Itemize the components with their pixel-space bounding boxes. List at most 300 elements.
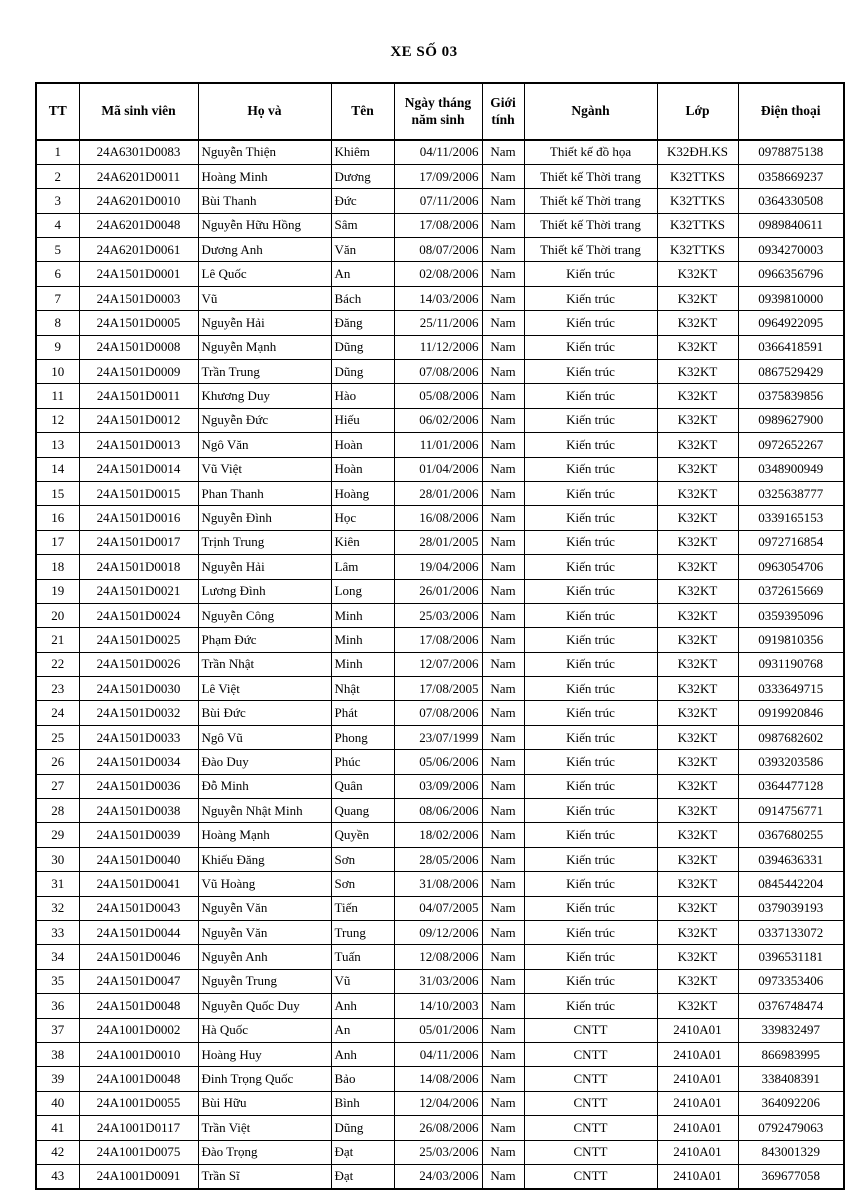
table-cell: Đinh Trọng Quốc <box>198 1067 331 1091</box>
table-cell: K32KT <box>657 555 738 579</box>
table-cell: 369677058 <box>738 1164 844 1188</box>
table-row <box>36 969 844 993</box>
table-cell: K32TTKS <box>657 164 738 188</box>
table-cell: Phạm Đức <box>198 628 331 652</box>
table-cell: An <box>331 1018 394 1042</box>
table-cell: Kiến trúc <box>524 384 657 408</box>
table-cell: 25 <box>36 725 79 749</box>
table-row <box>36 603 844 627</box>
table-cell: 17/08/2005 <box>394 677 482 701</box>
table-cell: 41 <box>36 1116 79 1140</box>
table-cell: Nam <box>482 238 524 262</box>
col-header-gender: Giới tính <box>482 83 524 140</box>
table-cell: Nam <box>482 164 524 188</box>
table-cell: 2410A01 <box>657 1042 738 1066</box>
table-cell: 0931190768 <box>738 652 844 676</box>
table-cell: 34 <box>36 945 79 969</box>
table-cell: K32KT <box>657 286 738 310</box>
table-cell: Nam <box>482 262 524 286</box>
table-cell: 8 <box>36 311 79 335</box>
table-cell: CNTT <box>524 1116 657 1140</box>
table-cell: 24A1501D0021 <box>79 579 198 603</box>
table-cell: Kiến trúc <box>524 335 657 359</box>
table-cell: 24A1501D0009 <box>79 360 198 384</box>
table-cell: K32KT <box>657 481 738 505</box>
table-cell: K32KT <box>657 311 738 335</box>
table-cell: 24A1001D0048 <box>79 1067 198 1091</box>
table-cell: K32KT <box>657 677 738 701</box>
table-cell: 2410A01 <box>657 1018 738 1042</box>
table-cell: 24A1501D0034 <box>79 750 198 774</box>
table-cell: Phúc <box>331 750 394 774</box>
table-cell: 11/01/2006 <box>394 433 482 457</box>
table-cell: 24A1501D0046 <box>79 945 198 969</box>
table-cell: K32KT <box>657 774 738 798</box>
table-cell: 16/08/2006 <box>394 506 482 530</box>
table-cell: Vũ Hoàng <box>198 872 331 896</box>
table-cell: K32TTKS <box>657 238 738 262</box>
table-cell: Trần Việt <box>198 1116 331 1140</box>
table-cell: 03/09/2006 <box>394 774 482 798</box>
table-cell: CNTT <box>524 1067 657 1091</box>
table-cell: Trịnh Trung <box>198 530 331 554</box>
table-cell: 04/07/2005 <box>394 896 482 920</box>
table-cell: Nam <box>482 1042 524 1066</box>
table-cell: Kiến trúc <box>524 628 657 652</box>
table-cell: 0394636331 <box>738 847 844 871</box>
table-cell: 0845442204 <box>738 872 844 896</box>
table-cell: 0963054706 <box>738 555 844 579</box>
table-cell: 0364330508 <box>738 189 844 213</box>
table-cell: 12/04/2006 <box>394 1091 482 1115</box>
table-cell: K32KT <box>657 335 738 359</box>
table-cell: 18/02/2006 <box>394 823 482 847</box>
table-row <box>36 579 844 603</box>
header-row <box>36 83 844 140</box>
table-cell: Tiến <box>331 896 394 920</box>
table-cell: 9 <box>36 335 79 359</box>
table-cell: 14 <box>36 457 79 481</box>
table-cell: Anh <box>331 1042 394 1066</box>
table-cell: Kiên <box>331 530 394 554</box>
table-cell: 0966356796 <box>738 262 844 286</box>
table-cell: 24A1001D0002 <box>79 1018 198 1042</box>
table-cell: 24 <box>36 701 79 725</box>
table-cell: 19 <box>36 579 79 603</box>
table-cell: Hiếu <box>331 408 394 432</box>
table-cell: 33 <box>36 921 79 945</box>
table-cell: Long <box>331 579 394 603</box>
table-cell: 24A1501D0011 <box>79 384 198 408</box>
table-cell: Nam <box>482 360 524 384</box>
table-row <box>36 652 844 676</box>
table-cell: K32KT <box>657 994 738 1018</box>
table-cell: Nam <box>482 628 524 652</box>
table-cell: Kiến trúc <box>524 579 657 603</box>
table-row <box>36 677 844 701</box>
table-cell: Dương <box>331 164 394 188</box>
table-cell: Kiến trúc <box>524 603 657 627</box>
table-cell: 38 <box>36 1042 79 1066</box>
table-cell: 28/01/2006 <box>394 481 482 505</box>
table-cell: Nguyễn Nhật Minh <box>198 799 331 823</box>
table-cell: Nam <box>482 384 524 408</box>
table-cell: 17/09/2006 <box>394 164 482 188</box>
table-cell: Kiến trúc <box>524 530 657 554</box>
table-cell: Quyền <box>331 823 394 847</box>
table-cell: Nam <box>482 1091 524 1115</box>
table-cell: 25/03/2006 <box>394 603 482 627</box>
table-cell: Lê Quốc <box>198 262 331 286</box>
table-row <box>36 164 844 188</box>
table-cell: 24A1001D0055 <box>79 1091 198 1115</box>
table-cell: Nam <box>482 603 524 627</box>
col-header-family-name: Họ và <box>198 83 331 140</box>
table-cell: Hoàn <box>331 433 394 457</box>
table-cell: K32KT <box>657 530 738 554</box>
table-cell: 17 <box>36 530 79 554</box>
table-cell: Nam <box>482 652 524 676</box>
table-cell: 24A1501D0013 <box>79 433 198 457</box>
table-cell: K32KT <box>657 823 738 847</box>
table-cell: 35 <box>36 969 79 993</box>
table-cell: Kiến trúc <box>524 701 657 725</box>
table-cell: 0989840611 <box>738 213 844 237</box>
table-cell: CNTT <box>524 1091 657 1115</box>
table-cell: 24A1501D0008 <box>79 335 198 359</box>
table-cell: Nam <box>482 945 524 969</box>
table-cell: Lương Đình <box>198 579 331 603</box>
table-cell: Kiến trúc <box>524 774 657 798</box>
table-cell: 0987682602 <box>738 725 844 749</box>
table-row <box>36 799 844 823</box>
table-cell: 28/05/2006 <box>394 847 482 871</box>
table-row <box>36 701 844 725</box>
table-cell: 2410A01 <box>657 1067 738 1091</box>
table-cell: 09/12/2006 <box>394 921 482 945</box>
table-cell: 24A1501D0012 <box>79 408 198 432</box>
table-cell: 4 <box>36 213 79 237</box>
table-cell: Khương Duy <box>198 384 331 408</box>
table-cell: Kiến trúc <box>524 872 657 896</box>
table-cell: Nam <box>482 750 524 774</box>
table-cell: Kiến trúc <box>524 506 657 530</box>
table-cell: Nguyễn Anh <box>198 945 331 969</box>
table-cell: 31 <box>36 872 79 896</box>
table-cell: Kiến trúc <box>524 433 657 457</box>
table-cell: Nam <box>482 774 524 798</box>
table-cell: Bùi Đức <box>198 701 331 725</box>
table-cell: Văn <box>331 238 394 262</box>
table-row <box>36 1018 844 1042</box>
table-body <box>36 140 844 1189</box>
table-cell: Nam <box>482 725 524 749</box>
table-cell: Dương Anh <box>198 238 331 262</box>
table-cell: Học <box>331 506 394 530</box>
table-cell: K32KT <box>657 628 738 652</box>
table-row <box>36 823 844 847</box>
table-cell: Hoàng <box>331 481 394 505</box>
table-cell: 0393203586 <box>738 750 844 774</box>
table-cell: 866983995 <box>738 1042 844 1066</box>
table-cell: 0358669237 <box>738 164 844 188</box>
table-cell: Phong <box>331 725 394 749</box>
table-row <box>36 335 844 359</box>
table-cell: 24A1501D0038 <box>79 799 198 823</box>
table-cell: 24A1001D0117 <box>79 1116 198 1140</box>
table-row <box>36 311 844 335</box>
table-cell: 2410A01 <box>657 1164 738 1188</box>
table-cell: Kiến trúc <box>524 847 657 871</box>
col-header-student-id: Mã sinh viên <box>79 83 198 140</box>
table-row <box>36 750 844 774</box>
table-cell: 0396531181 <box>738 945 844 969</box>
table-cell: 0372615669 <box>738 579 844 603</box>
table-cell: Kiến trúc <box>524 994 657 1018</box>
table-row <box>36 1067 844 1091</box>
table-cell: Nam <box>482 213 524 237</box>
table-cell: Nguyễn Trung <box>198 969 331 993</box>
table-cell: 28 <box>36 799 79 823</box>
table-cell: K32KT <box>657 506 738 530</box>
table-cell: 15 <box>36 481 79 505</box>
table-row <box>36 774 844 798</box>
table-cell: K32KT <box>657 921 738 945</box>
table-cell: 11/12/2006 <box>394 335 482 359</box>
table-cell: 18 <box>36 555 79 579</box>
table-cell: Nam <box>482 677 524 701</box>
table-cell: Kiến trúc <box>524 799 657 823</box>
table-cell: 31/08/2006 <box>394 872 482 896</box>
table-cell: Hào <box>331 384 394 408</box>
table-cell: 17/08/2006 <box>394 213 482 237</box>
table-cell: 6 <box>36 262 79 286</box>
table-cell: 5 <box>36 238 79 262</box>
table-cell: 338408391 <box>738 1067 844 1091</box>
table-cell: K32KT <box>657 262 738 286</box>
table-cell: 24A1501D0024 <box>79 603 198 627</box>
table-row <box>36 457 844 481</box>
table-row <box>36 555 844 579</box>
table-row <box>36 1140 844 1164</box>
table-row <box>36 286 844 310</box>
table-cell: 28/01/2005 <box>394 530 482 554</box>
table-cell: 0939810000 <box>738 286 844 310</box>
col-header-class: Lớp <box>657 83 738 140</box>
table-cell: 24A1501D0001 <box>79 262 198 286</box>
table-row <box>36 1164 844 1188</box>
table-cell: Ngô Vũ <box>198 725 331 749</box>
table-cell: Sơn <box>331 847 394 871</box>
table-cell: 24A1501D0003 <box>79 286 198 310</box>
table-cell: 24A1501D0030 <box>79 677 198 701</box>
table-cell: Nguyễn Văn <box>198 896 331 920</box>
table-cell: Nhật <box>331 677 394 701</box>
table-cell: 23/07/1999 <box>394 725 482 749</box>
table-cell: Hoàng Mạnh <box>198 823 331 847</box>
table-cell: Nam <box>482 701 524 725</box>
table-cell: 24A1501D0040 <box>79 847 198 871</box>
table-cell: 3 <box>36 189 79 213</box>
table-cell: CNTT <box>524 1018 657 1042</box>
table-cell: 1 <box>36 140 79 164</box>
table-cell: Nam <box>482 481 524 505</box>
table-row <box>36 408 844 432</box>
table-cell: K32KT <box>657 945 738 969</box>
table-cell: Nam <box>482 311 524 335</box>
table-row <box>36 921 844 945</box>
table-cell: Phát <box>331 701 394 725</box>
table-cell: Thiết kế Thời trang <box>524 189 657 213</box>
table-cell: 24A1501D0018 <box>79 555 198 579</box>
table-cell: Phan Thanh <box>198 481 331 505</box>
table-cell: 24A6301D0083 <box>79 140 198 164</box>
table-cell: K32KT <box>657 847 738 871</box>
table-row <box>36 1042 844 1066</box>
table-cell: Nam <box>482 994 524 1018</box>
table-cell: CNTT <box>524 1164 657 1188</box>
table-row <box>36 1091 844 1115</box>
table-cell: 2 <box>36 164 79 188</box>
table-cell: 24A1501D0025 <box>79 628 198 652</box>
table-cell: Kiến trúc <box>524 896 657 920</box>
table-cell: Lâm <box>331 555 394 579</box>
table-cell: 19/04/2006 <box>394 555 482 579</box>
table-cell: 0972716854 <box>738 530 844 554</box>
table-cell: Trần Sĩ <box>198 1164 331 1188</box>
table-row <box>36 945 844 969</box>
table-cell: 24A1501D0033 <box>79 725 198 749</box>
table-cell: 12/07/2006 <box>394 652 482 676</box>
table-cell: Nam <box>482 286 524 310</box>
table-cell: Nam <box>482 433 524 457</box>
table-cell: 14/03/2006 <box>394 286 482 310</box>
table-cell: 24A1501D0014 <box>79 457 198 481</box>
table-cell: Khiêm <box>331 140 394 164</box>
table-cell: Khiếu Đăng <box>198 847 331 871</box>
col-header-phone: Điện thoại <box>738 83 844 140</box>
table-cell: K32KT <box>657 652 738 676</box>
table-cell: Nguyễn Hải <box>198 311 331 335</box>
table-cell: Vũ Việt <box>198 457 331 481</box>
table-cell: Minh <box>331 652 394 676</box>
table-cell: 25/03/2006 <box>394 1140 482 1164</box>
table-cell: 02/08/2006 <box>394 262 482 286</box>
table-cell: Hoàn <box>331 457 394 481</box>
table-cell: Ngô Văn <box>198 433 331 457</box>
table-cell: Kiến trúc <box>524 286 657 310</box>
table-cell: K32KT <box>657 701 738 725</box>
table-cell: 26/01/2006 <box>394 579 482 603</box>
table-cell: 24A1501D0017 <box>79 530 198 554</box>
table-cell: Đào Duy <box>198 750 331 774</box>
table-cell: Vũ <box>331 969 394 993</box>
table-cell: Nam <box>482 969 524 993</box>
table-cell: 24A1001D0075 <box>79 1140 198 1164</box>
table-cell: 24A1501D0005 <box>79 311 198 335</box>
table-cell: Nam <box>482 506 524 530</box>
table-cell: 24A6201D0010 <box>79 189 198 213</box>
table-cell: An <box>331 262 394 286</box>
table-cell: 05/01/2006 <box>394 1018 482 1042</box>
col-header-tt: TT <box>36 83 79 140</box>
student-roster-table <box>35 82 845 1190</box>
table-cell: Quân <box>331 774 394 798</box>
table-cell: Đào Trọng <box>198 1140 331 1164</box>
table-row <box>36 628 844 652</box>
table-cell: 24A1501D0039 <box>79 823 198 847</box>
table-cell: 24A1501D0032 <box>79 701 198 725</box>
table-cell: Nam <box>482 896 524 920</box>
table-cell: Thiết kế đồ họa <box>524 140 657 164</box>
table-cell: 0366418591 <box>738 335 844 359</box>
table-cell: K32KT <box>657 603 738 627</box>
table-cell: 24A1501D0041 <box>79 872 198 896</box>
table-row <box>36 725 844 749</box>
table-cell: Nam <box>482 799 524 823</box>
table-cell: 24A6201D0011 <box>79 164 198 188</box>
table-cell: K32KT <box>657 457 738 481</box>
table-header <box>36 83 844 140</box>
table-cell: 2410A01 <box>657 1140 738 1164</box>
table-cell: Sơn <box>331 872 394 896</box>
table-row <box>36 530 844 554</box>
table-cell: CNTT <box>524 1140 657 1164</box>
table-cell: Đạt <box>331 1164 394 1188</box>
table-cell: Kiến trúc <box>524 481 657 505</box>
table-cell: 04/11/2006 <box>394 1042 482 1066</box>
table-cell: Bùi Hữu <box>198 1091 331 1115</box>
table-cell: Nguyễn Hải <box>198 555 331 579</box>
table-cell: Kiến trúc <box>524 311 657 335</box>
table-cell: 7 <box>36 286 79 310</box>
table-cell: 24A1501D0048 <box>79 994 198 1018</box>
table-cell: K32KT <box>657 579 738 603</box>
table-cell: Nam <box>482 457 524 481</box>
table-cell: 20 <box>36 603 79 627</box>
table-cell: 11 <box>36 384 79 408</box>
col-header-given-name: Tên <box>331 83 394 140</box>
table-cell: 0359395096 <box>738 603 844 627</box>
table-cell: 27 <box>36 774 79 798</box>
table-cell: Nam <box>482 1164 524 1188</box>
table-cell: 24A1001D0010 <box>79 1042 198 1066</box>
table-cell: Nam <box>482 530 524 554</box>
table-cell: Kiến trúc <box>524 262 657 286</box>
table-cell: 17/08/2006 <box>394 628 482 652</box>
col-header-date-of-birth: Ngày tháng năm sinh <box>394 83 482 140</box>
table-cell: 0375839856 <box>738 384 844 408</box>
table-cell: 0348900949 <box>738 457 844 481</box>
table-cell: K32KT <box>657 896 738 920</box>
table-cell: Dũng <box>331 1116 394 1140</box>
table-cell: 2410A01 <box>657 1091 738 1115</box>
table-cell: 0867529429 <box>738 360 844 384</box>
table-cell: Bách <box>331 286 394 310</box>
table-cell: Kiến trúc <box>524 823 657 847</box>
table-cell: 0989627900 <box>738 408 844 432</box>
table-cell: Trung <box>331 921 394 945</box>
table-cell: Quang <box>331 799 394 823</box>
table-cell: Kiến trúc <box>524 969 657 993</box>
table-cell: 06/02/2006 <box>394 408 482 432</box>
table-cell: Nam <box>482 1140 524 1164</box>
table-cell: 843001329 <box>738 1140 844 1164</box>
table-cell: Kiến trúc <box>524 360 657 384</box>
table-cell: 05/06/2006 <box>394 750 482 774</box>
table-cell: Nam <box>482 555 524 579</box>
table-cell: K32KT <box>657 969 738 993</box>
